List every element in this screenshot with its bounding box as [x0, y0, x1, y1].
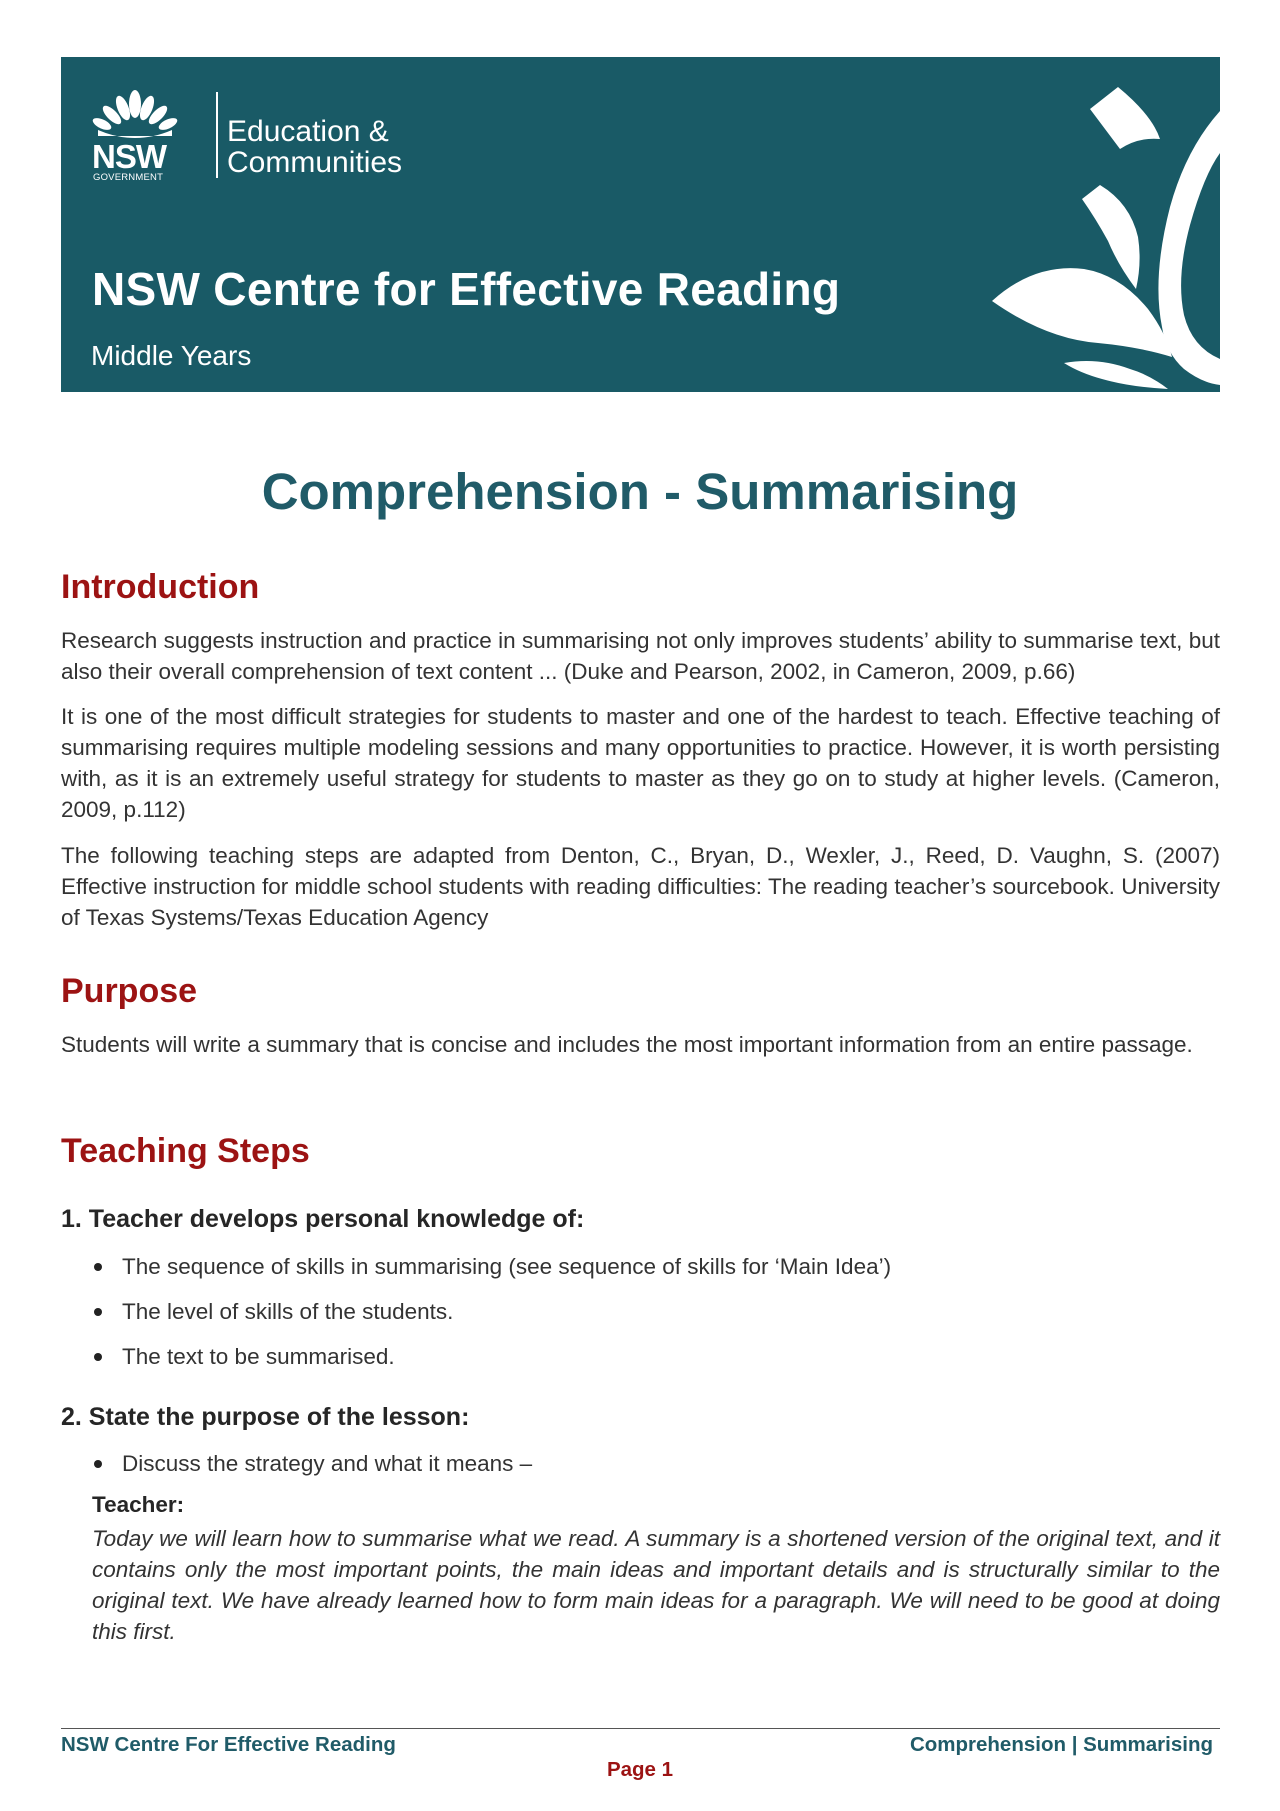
footer-organization: NSW Centre For Effective Reading	[61, 1733, 396, 1756]
header-banner	[61, 57, 1220, 392]
logo-department-name	[227, 116, 402, 178]
introduction-paragraph-2: It is one of the most difficult strategies for students to master and one of the hardest to teach. Effective teaching of summarising requires multiple modeling sessions and many opportunities to practice. However, it is worth persisting with, as it is an extremely useful strategy for students to master as they go on to study at higher levels. (Cameron, 2009, p.112)	[61, 704, 1220, 822]
introduction-paragraph-1: Research suggests instruction and practice in summarising not only improves students’ ability to summarise text, but also their overall comprehension of text content ... (Duke and Pearson, 2002, in Cameron, 2009, p.66)	[61, 628, 1220, 684]
logo-dept-line2: Communities	[227, 146, 403, 179]
banner-title: NSW Centre for Effective Reading	[92, 263, 841, 315]
purpose-heading: Purpose	[61, 972, 198, 1010]
step-1-heading: 1. Teacher develops personal knowledge of:	[61, 1205, 585, 1233]
footer-page-number: Page 1	[606, 1758, 674, 1781]
logo-government-text: GOVERNMENT	[93, 172, 164, 183]
step-2-heading: 2. State the purpose of the lesson:	[61, 1403, 470, 1431]
step-2-list	[90, 1448, 532, 1493]
introduction-paragraph-3: The following teaching steps are adapted from Denton, C., Bryan, D., Wexler, J., Reed, D. Vaughn, S. (2007) Effective instruction for middle school students with reading difficulties: The reading teacher’s sourcebook. University of Texas Systems/Texas Education Agency	[61, 843, 1220, 930]
nsw-government-logo	[90, 90, 410, 200]
waratah-graphic-icon	[980, 57, 1220, 392]
footer-document-name: Comprehension | Summarising	[909, 1733, 1213, 1756]
waratah-logo-icon	[90, 88, 180, 138]
logo-nsw-text: NSW	[92, 138, 166, 175]
teaching-steps-heading: Teaching Steps	[61, 1132, 310, 1170]
footer-divider	[61, 1728, 1220, 1729]
list-item: The sequence of skills in summarising (see sequence of skills for ‘Main Idea’)	[90, 1251, 891, 1296]
list-item: The level of skills of the students.	[90, 1296, 891, 1341]
logo-dept-line1: Education &	[227, 115, 389, 148]
step-1-list	[90, 1251, 891, 1386]
list-item: Discuss the strategy and what it means –	[90, 1448, 532, 1493]
list-item: The text to be summarised.	[90, 1341, 891, 1386]
teacher-quote: Today we will learn how to summarise what we read. A summary is a shortened version of the original text, and it contains only the most important points, the main ideas and important details and is structurally similar to the original text. We have already learned how to form main ideas for a paragraph. We will need to be good at doing this first.	[92, 1526, 1220, 1644]
banner-subtitle: Middle Years	[91, 340, 252, 371]
document-title: Comprehension - Summarising	[261, 463, 1019, 520]
introduction-heading: Introduction	[61, 568, 260, 606]
teacher-label: Teacher:	[92, 1492, 185, 1517]
logo-divider	[216, 92, 218, 178]
purpose-paragraph: Students will write a summary that is concise and includes the most important information from an entire passage.	[61, 1032, 1193, 1057]
